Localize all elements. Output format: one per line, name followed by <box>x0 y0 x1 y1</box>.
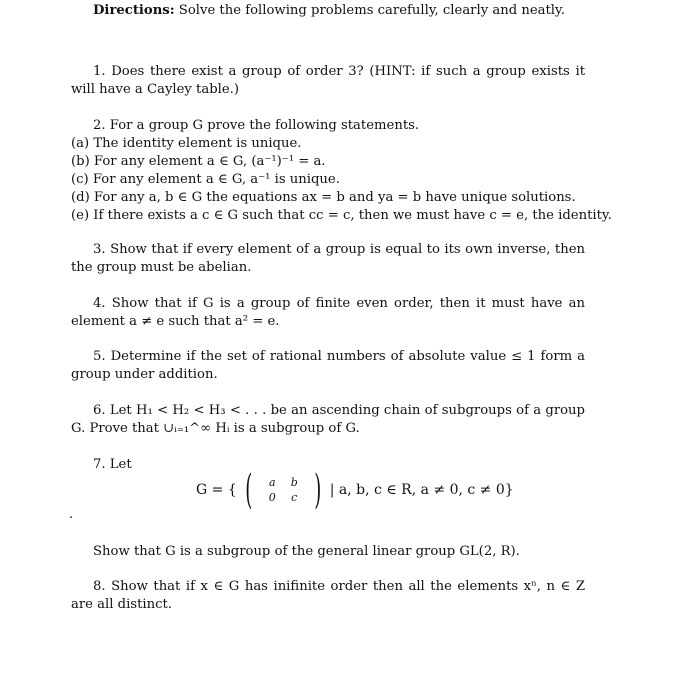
problem-7-set-definition <box>196 467 514 513</box>
set-rhs: | a, b, c ∈ R, a ≠ 0, c ≠ 0} <box>329 482 514 498</box>
problem-2-part-b: (b) For any element a ∈ G, (a⁻¹)⁻¹ = a. <box>71 154 326 169</box>
left-paren-icon: ( <box>245 467 253 513</box>
problem-7-conclusion <box>71 543 585 561</box>
problem-2 <box>71 117 612 225</box>
problem-5-text: 5. Determine if the set of rational numbers of absolute value ≤ 1 form a group under addition. <box>71 349 585 382</box>
problem-7-conclusion-text: Show that G is a subgroup of the general linear group GL(2, R). <box>93 544 520 559</box>
problem-2-intro: 2. For a group G prove the following statements. <box>93 118 420 133</box>
directions <box>93 2 607 20</box>
problem-6-text: 6. Let H₁ < H₂ < H₃ < . . . be an ascending chain of subgroups of a group G. Prove that ∪ᵢ₌₁^∞ Hᵢ is a subgroup of G. <box>71 403 585 436</box>
matrix <box>261 475 305 505</box>
problem-8-text: 8. Show that if x ∈ G has inifinite order then all the elements xⁿ, n ∈ Z are all distinct. <box>71 579 585 612</box>
problem-6 <box>71 402 585 438</box>
problem-4-text: 4. Show that if G is a group of finite even order, then it must have an element a ≠ e such that a² = e. <box>71 296 585 329</box>
stray-period: . <box>69 507 74 522</box>
matrix-entry: a <box>268 476 276 489</box>
problem-2-part-e: (e) If there exists a c ∈ G such that cc = c, then we must have c = e, the identity. <box>71 208 612 223</box>
problem-8 <box>71 578 585 614</box>
problem-2-part-c: (c) For any element a ∈ G, a⁻¹ is unique. <box>71 172 340 187</box>
problem-1-text: 1. Does there exist a group of order 3? (HINT: if such a group exists it will have a Cayley table.) <box>71 64 585 97</box>
problem-3 <box>71 241 585 277</box>
directions-label: Directions: <box>93 3 175 18</box>
problem-7-intro-text: 7. Let <box>93 457 132 472</box>
problem-2-part-a: (a) The identity element is unique. <box>71 136 302 151</box>
right-paren-icon: ) <box>313 467 322 513</box>
matrix-entry: c <box>291 491 298 504</box>
problem-3-text: 3. Show that if every element of a group is equal to its own inverse, then the group must be abelian. <box>71 242 585 275</box>
problem-5 <box>71 348 585 384</box>
problem-4 <box>71 295 585 331</box>
directions-text: Solve the following problems carefully, clearly and neatly. <box>178 3 565 18</box>
set-lhs: G = { <box>196 482 237 498</box>
problem-2-part-d: (d) For any a, b ∈ G the equations ax = b and ya = b have unique solutions. <box>71 190 576 205</box>
problem-1 <box>71 63 585 99</box>
matrix-entry: 0 <box>268 491 276 504</box>
matrix-entry: b <box>290 476 298 489</box>
